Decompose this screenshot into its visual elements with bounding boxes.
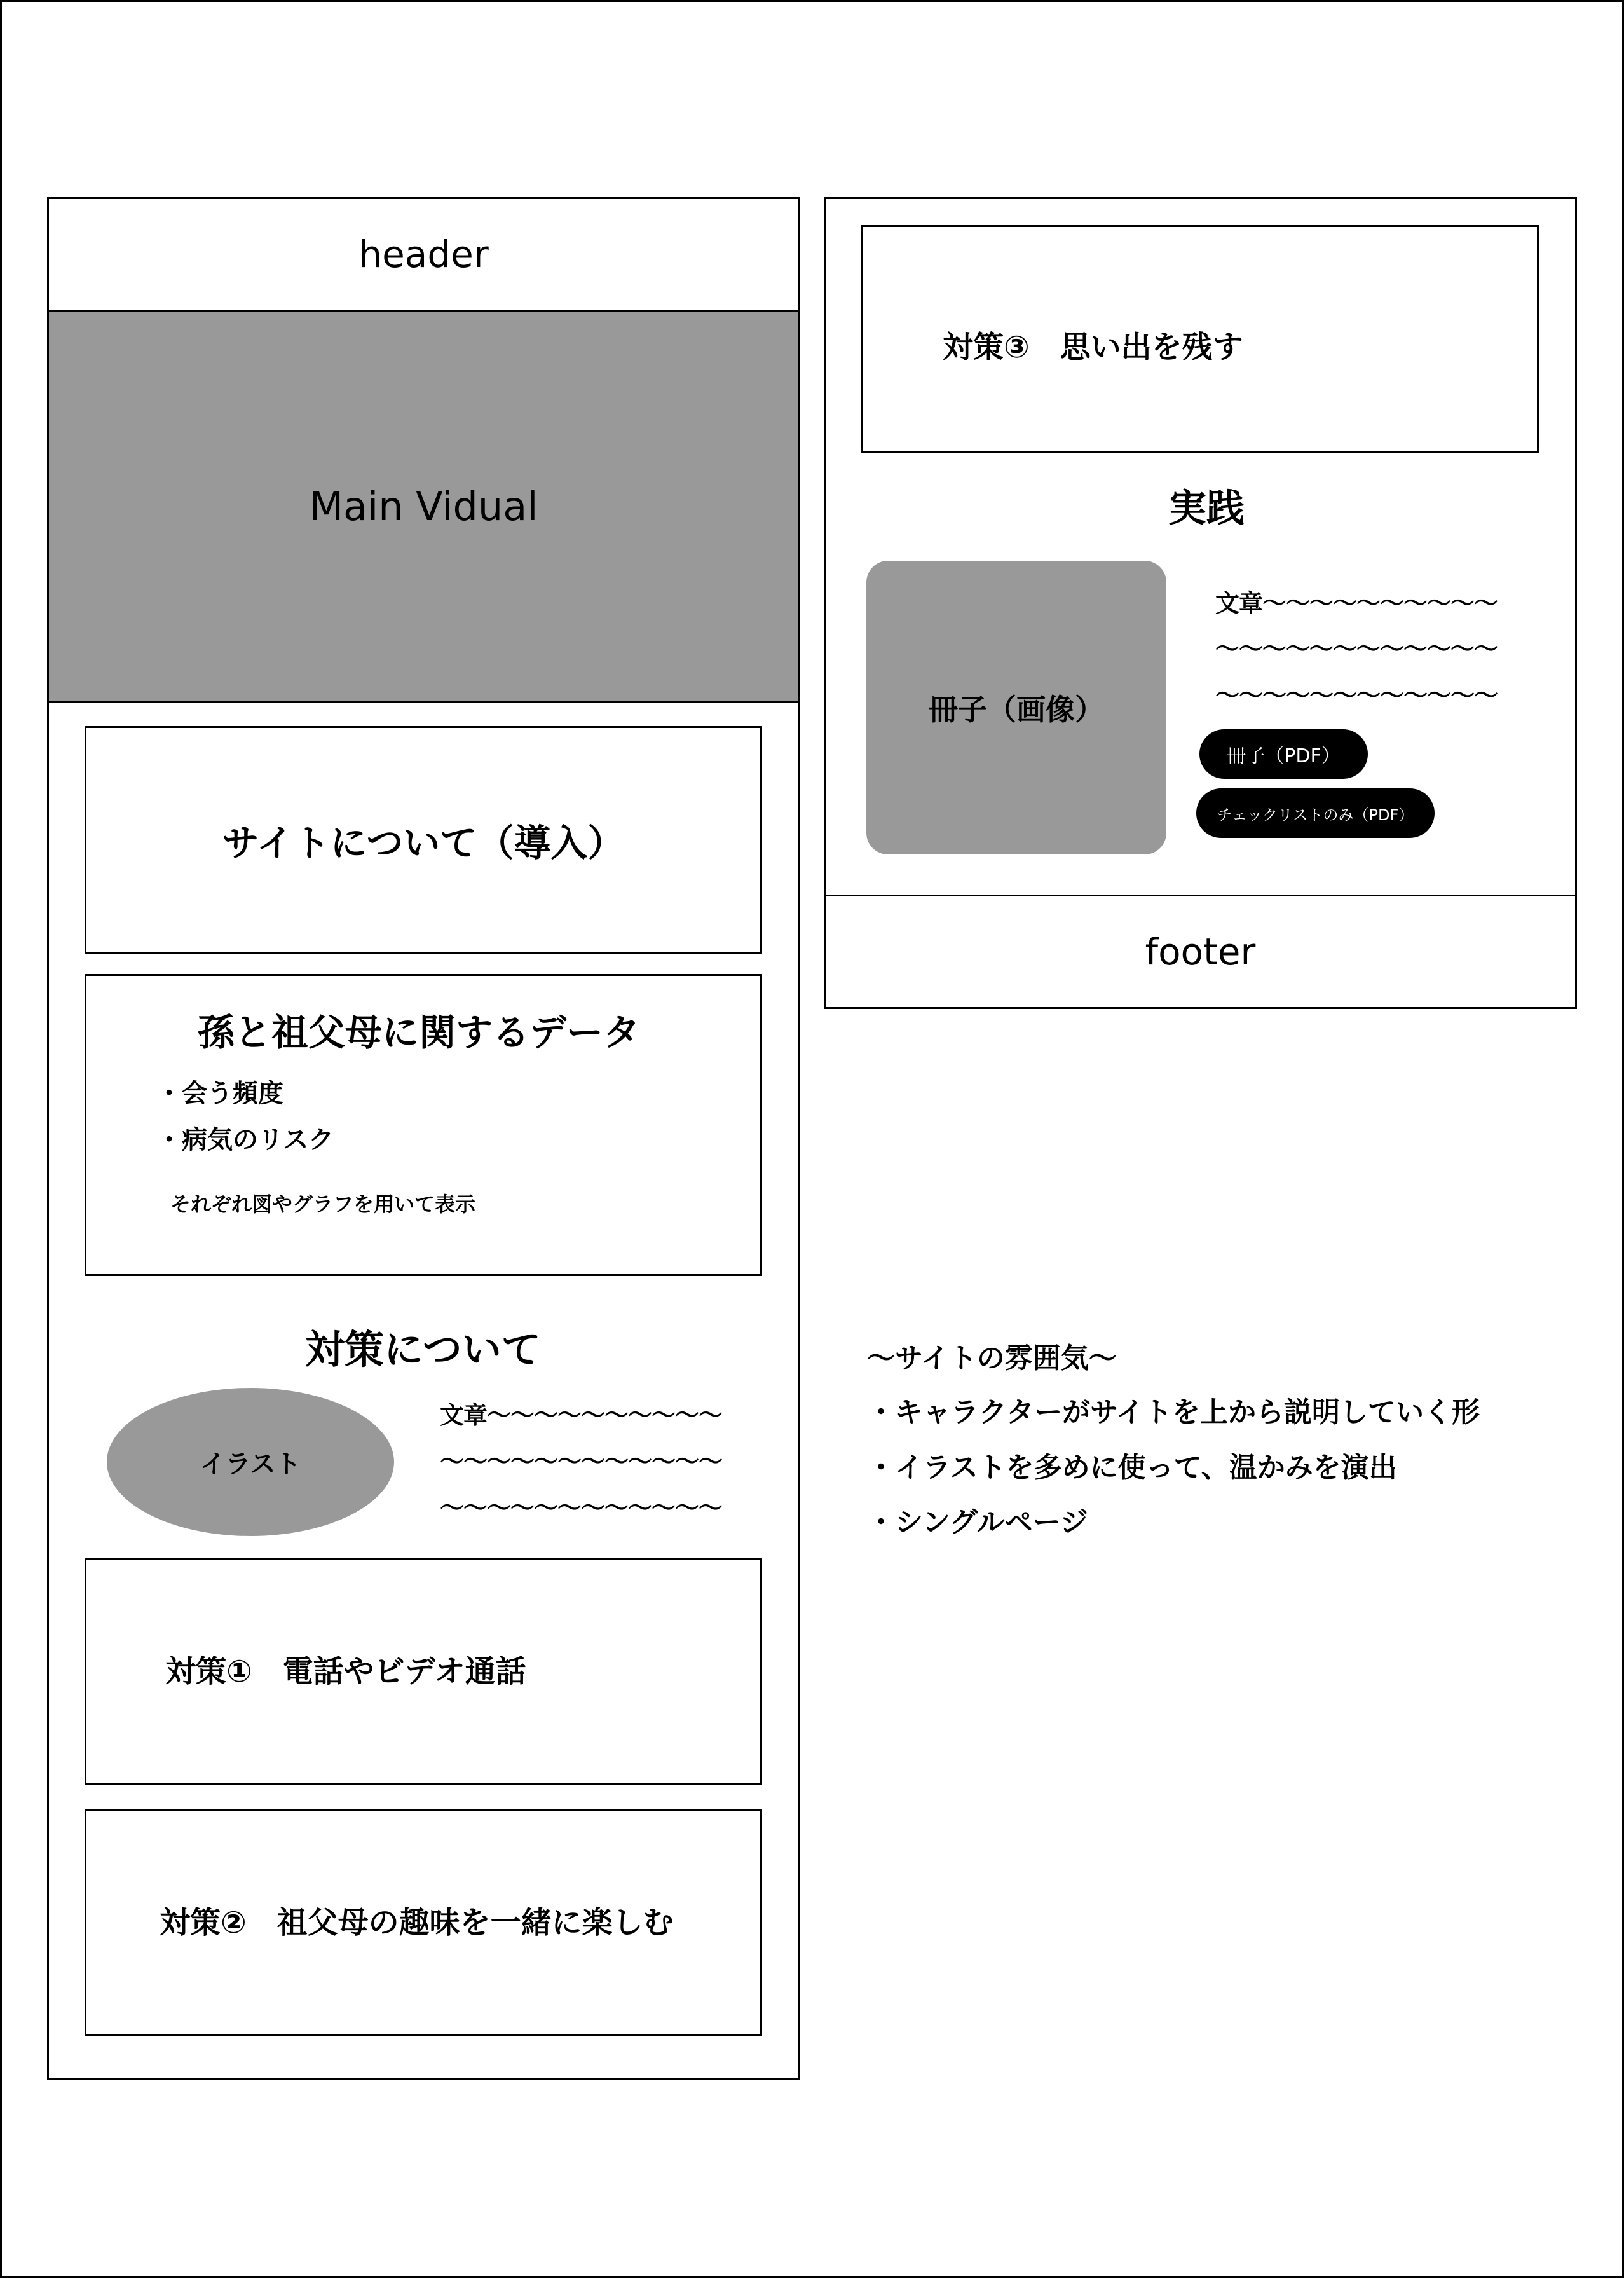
notes-item-3: ・シングルページ	[867, 1506, 1088, 1539]
booklet-image-placeholder	[866, 561, 1166, 854]
footer-block	[824, 895, 1577, 1009]
main-visual-block	[47, 310, 800, 703]
data-section-note: それぞれ図やグラフを用いて表示	[170, 1192, 476, 1216]
data-section-title: 孫と祖父母に関するデータ	[198, 1011, 641, 1054]
main-visual-label: Main Vidual	[309, 483, 538, 530]
measure1-label: 対策① 電話やビデオ通話	[165, 1654, 526, 1689]
practice-text-line-1: 文章〜〜〜〜〜〜〜〜〜〜	[1215, 589, 1498, 617]
measures-text-line-3: 〜〜〜〜〜〜〜〜〜〜〜〜	[440, 1494, 723, 1522]
measure2-block	[85, 1809, 762, 2036]
notes-item-1: ・キャラクターがサイトを上から説明していく形	[867, 1396, 1480, 1429]
measure3-block	[861, 225, 1539, 453]
notes-item-2: ・イラストを多めに使って、温かみを演出	[867, 1451, 1397, 1484]
notes-title: 〜サイトの雰囲気〜	[867, 1342, 1117, 1375]
measure3-label: 対策③ 思い出を残す	[943, 329, 1243, 365]
practice-text-line-2: 〜〜〜〜〜〜〜〜〜〜〜〜	[1215, 635, 1498, 663]
measure1-block	[85, 1558, 762, 1785]
header-label: header	[358, 233, 489, 276]
measures-title: 対策について	[305, 1326, 541, 1373]
data-section-block	[85, 974, 762, 1276]
measure2-label: 対策② 祖父母の趣味を一緒に楽しむ	[160, 1905, 674, 1940]
data-bullet-frequency: ・会う頻度	[156, 1079, 283, 1108]
practice-title: 実践	[1168, 486, 1245, 531]
footer-label: footer	[1145, 930, 1256, 973]
measures-text-line-2: 〜〜〜〜〜〜〜〜〜〜〜〜	[440, 1448, 723, 1476]
illustration-label: イラスト	[200, 1450, 301, 1479]
illustration-placeholder	[107, 1388, 394, 1536]
intro-block	[85, 726, 762, 954]
booklet-image-label: 冊子（画像）	[929, 692, 1104, 727]
measures-text-line-1: 文章〜〜〜〜〜〜〜〜〜〜	[440, 1401, 723, 1429]
checklist-pdf-button[interactable]: チェックリストのみ（PDF）	[1196, 788, 1435, 838]
data-bullet-risk: ・病気のリスク	[156, 1125, 334, 1155]
header-block	[47, 197, 800, 312]
practice-text-line-3: 〜〜〜〜〜〜〜〜〜〜〜〜	[1215, 682, 1498, 710]
intro-label: サイトについて（導入）	[222, 821, 625, 865]
booklet-pdf-button[interactable]: 冊子（PDF）	[1199, 729, 1368, 779]
